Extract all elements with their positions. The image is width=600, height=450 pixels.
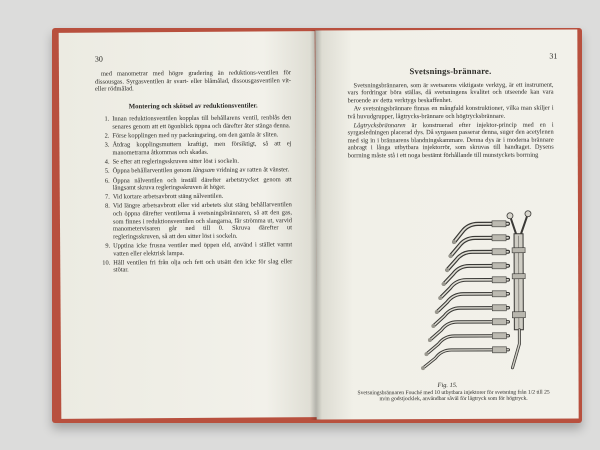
page-title: Svetsnings-brännare. — [409, 65, 492, 77]
step-number: 2. — [104, 132, 110, 140]
page-number: 30 — [94, 54, 103, 64]
step-text: Vid längre arbetsavbrott eller vid arbetets slut stäng behållarventilen och öppna därefter ventilerna å svetsningsbrännaren, så att den gas, som finnes i reduktionsventilen och slangarna, får strömma ut, varvid manometervisaren går ned till 0. Skruva därefter ut regleringsskruven, så att den sitter löst i sockeln. — [112, 201, 293, 241]
list-item — [96, 157, 292, 166]
section-heading: Montering och skötsel av reduktionsventiler. — [128, 102, 258, 111]
figure-caption: Svetsningsbrännaren Fouché med 10 utbytbara injektorer för svetsning från 1/2 till 25 m/m godstjocklek, användbar såväl för lågtryck som för högtryck. — [357, 389, 550, 403]
steps-list — [95, 115, 292, 275]
nozzle-connector-icon — [492, 249, 506, 255]
nozzle-tip-icon — [421, 366, 425, 370]
step-text: Håll ventilen fri från olja och fett och utsätt den icke för slag eller stötar. — [113, 258, 293, 274]
nozzle-tip-icon — [442, 282, 446, 286]
nozzle-tip-icon — [424, 352, 428, 356]
paragraph — [348, 121, 554, 160]
step-text: Förse kopplingen med ny packningsring, om den gamla är sliten. — [112, 131, 279, 140]
nozzle-tip-icon — [445, 268, 449, 272]
step-number: 10. — [102, 259, 111, 267]
list-item — [96, 193, 292, 202]
nozzle-tip-icon — [449, 254, 453, 258]
figure-label: Fig. 15. — [437, 381, 458, 390]
nozzle-connector-icon — [492, 305, 506, 311]
nozzle-connector-icon — [492, 319, 506, 325]
left-page — [59, 31, 318, 419]
paragraph: Av svetsningsbrännare finnas en mångfald konstruktioner, vilka man skiljer i två huvudgrupper, lågtrycks-brännare och högtrycksbrännare. — [347, 105, 554, 121]
step-number: 8. — [105, 203, 110, 211]
step-number: 6. — [104, 177, 110, 185]
step-number: 4. — [104, 158, 110, 166]
list-item — [96, 258, 292, 275]
step-text: Upptina icke frusna ventiler med öppen eld, använd i stället varmt vatten eller elektrisk lampa. — [113, 241, 293, 258]
book-gutter — [310, 30, 322, 420]
nozzle-tip-icon — [438, 296, 442, 300]
nozzle-tip-icon — [435, 310, 439, 314]
nozzle-connector-icon — [492, 277, 506, 283]
list-item — [95, 141, 291, 158]
step-text: Vid kortare arbetsavbrott stäng nålventilen. — [112, 193, 224, 201]
paragraph: Svetsningsbrännaren, som är svetsarens viktigaste verktyg, är ett instrument, vars fordringar böra ställas, då svetsningens kvalitet och utseende kan vara beroende av detta verktygs beskaffenhet. — [347, 81, 554, 105]
list-item — [95, 131, 291, 140]
step-text: Innan reduktionsventilen kopplas till behållarens ventil, renblås den senares genom att ett ögonblick öppna och därefter åter stänga denna. — [112, 114, 292, 131]
nozzle-connector-icon — [492, 263, 506, 269]
step-number: 3. — [104, 141, 110, 149]
step-number: 9. — [105, 242, 111, 250]
step-text-part: vridning av ratten åt vänster. — [214, 166, 290, 175]
list-item — [96, 241, 292, 258]
step-number: 5. — [104, 167, 110, 175]
intro-paragraph: med manometrar med högre gradering än reduktions-ventilen för dissousgas. Syrgasventilen är svart- eller blåmålad, dissousgasventilen vit- eller rödmålad. — [94, 69, 292, 93]
nozzle-tip-icon — [452, 240, 456, 244]
nozzle-connector-icon — [492, 221, 506, 227]
step-text-emphasis: långsam — [192, 167, 215, 175]
list-item — [96, 176, 292, 193]
step-text: Se efter att regleringsskruven sitter löst i sockeln. — [112, 157, 239, 166]
list-item — [96, 167, 292, 176]
list-item — [96, 202, 292, 241]
step-text-part: Öppna behållarventilen genom — [112, 167, 194, 175]
step-text: Åtdrag kopplingsmuttern kraftigt, men försiktigt, så att ej manometrarna åtkommas och skadas. — [112, 140, 292, 157]
list-item — [95, 115, 291, 132]
torch-illustration — [336, 208, 563, 381]
step-text: Öppna nålventilen och inställ därefter arbetstrycket genom att långsamt skruva regleringsskruven åt höger. — [112, 175, 292, 192]
nozzle-tip-icon — [428, 338, 432, 342]
step-number: 1. — [104, 115, 110, 123]
torch-handle-icon — [507, 211, 532, 368]
right-page — [315, 30, 578, 420]
nozzle-connector-icon — [492, 347, 506, 353]
page-number: 31 — [549, 51, 558, 61]
step-text — [113, 167, 292, 176]
nozzle-connector-icon — [492, 235, 506, 241]
step-number: 7. — [104, 193, 110, 201]
nozzle-connector-icon — [492, 291, 506, 297]
nozzle-tip-icon — [431, 324, 435, 328]
nozzle-connector-icon — [492, 333, 506, 339]
paragraph-subhead: Lågtrycksbrännaren — [353, 121, 406, 129]
paragraph-text: är konstruerad efter injektor-princip med en i syrgasledningen placerad dys. Då syrgasen passerar denna, suger den acetylenen med sig in i brännarens blandningskammare. Denna dys är i moderna brännare anbragt i långa utbytbara injektorrör, som skruvas till handtaget. Dysens borrning måste stå i ett noga bestämt förhållande till munstyckets borrning — [347, 121, 554, 160]
